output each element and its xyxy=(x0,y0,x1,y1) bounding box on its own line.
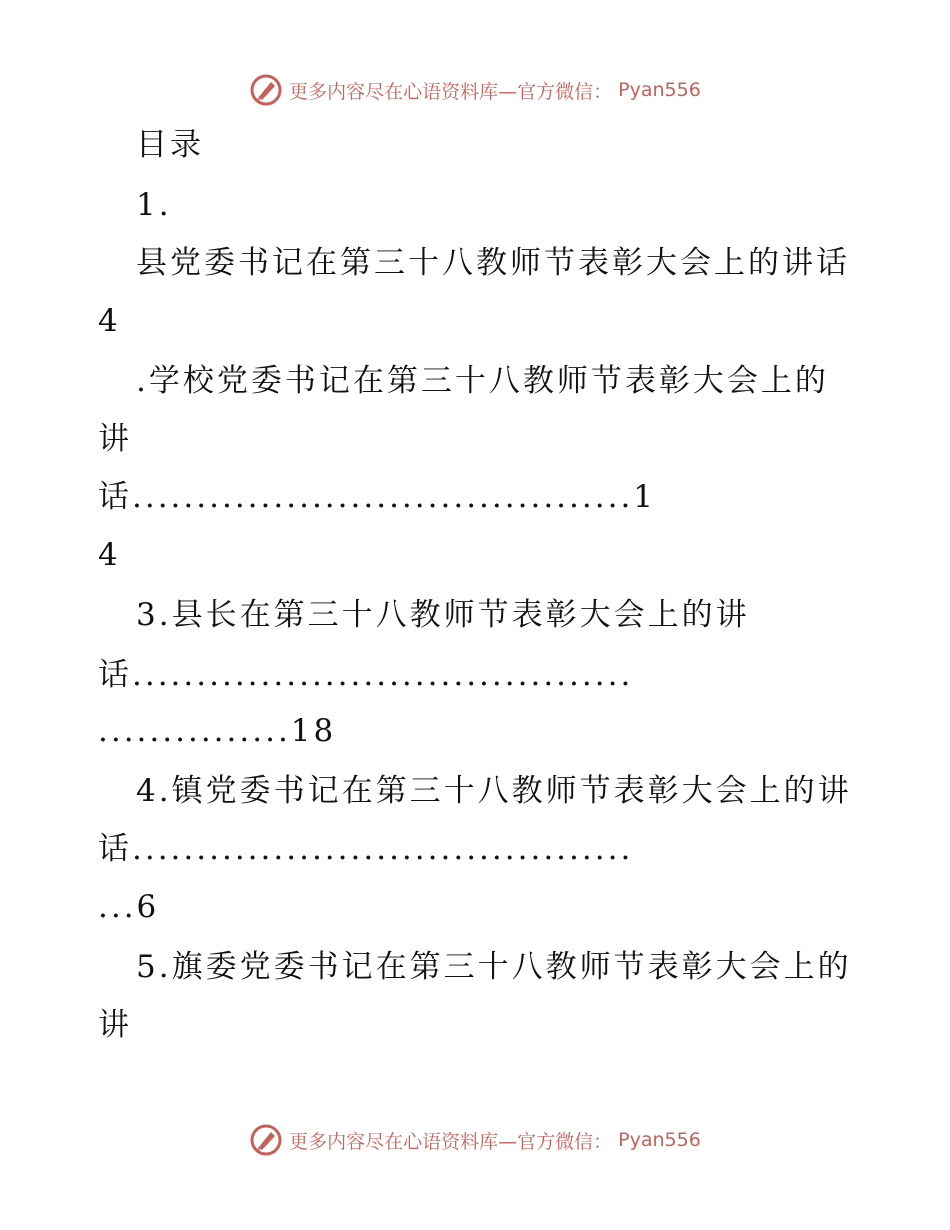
toc-line: 5.旗委党委书记在第三十八教师节表彰大会上的 xyxy=(136,949,852,985)
pen-logo-icon xyxy=(249,73,283,107)
toc-line: 3.县长在第三十八教师节表彰大会上的讲 xyxy=(136,597,750,633)
toc-line: 话....................................... xyxy=(98,657,634,693)
toc-line: 讲 xyxy=(98,1007,132,1043)
toc-line: 4 xyxy=(98,303,121,339)
toc-line: 话.......................................1 xyxy=(98,479,657,515)
header-watermark xyxy=(0,70,950,110)
toc-line: 话....................................... xyxy=(98,831,634,867)
toc-line: 县党委书记在第三十八教师节表彰大会上的讲话 xyxy=(136,245,850,281)
toc-heading: 目录 xyxy=(136,127,204,163)
watermark-text: 更多内容尽在心语资料库—官方微信： xyxy=(289,1130,613,1153)
watermark-wechat: Pyan556 xyxy=(618,79,701,101)
toc-line: ...6 xyxy=(98,889,160,925)
watermark-wechat: Pyan556 xyxy=(618,1129,701,1151)
toc-line: 讲 xyxy=(98,421,132,457)
watermark-text: 更多内容尽在心语资料库—官方微信： xyxy=(289,80,613,103)
toc-line: 1. xyxy=(136,187,172,223)
toc-line: 4.镇党委书记在第三十八教师节表彰大会上的讲 xyxy=(136,773,852,809)
pen-logo-icon xyxy=(249,1123,283,1157)
toc-line: ...............18 xyxy=(98,713,337,749)
toc-line: .学校党委书记在第三十八教师节表彰大会上的 xyxy=(136,363,829,399)
toc-line: 4 xyxy=(98,537,121,573)
footer-watermark xyxy=(0,1120,950,1160)
